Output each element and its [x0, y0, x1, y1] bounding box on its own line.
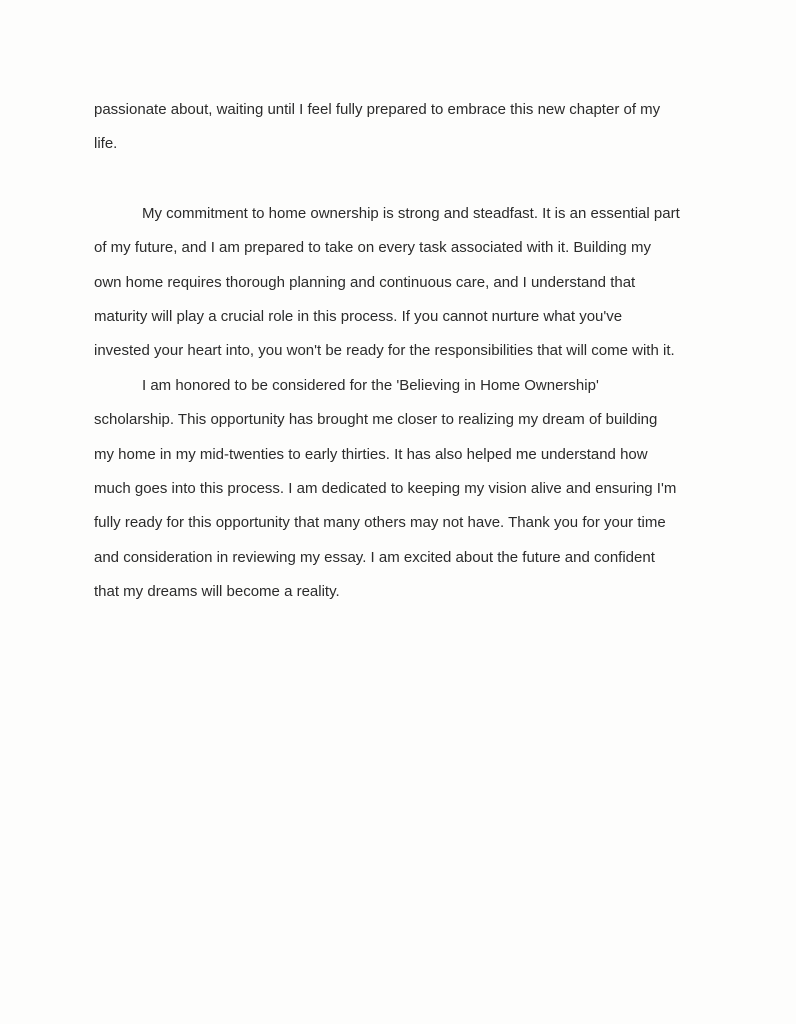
- paragraph-line: much goes into this process. I am dedicated to keeping my vision alive and ensuring I'm: [94, 479, 677, 497]
- paragraph-2: [94, 203, 734, 375]
- paragraph-line: I am honored to be considered for the 'Believing in Home Ownership': [142, 376, 599, 394]
- paragraph-line: of my future, and I am prepared to take on every task associated with it. Building my: [94, 239, 651, 257]
- paragraph-line: passionate about, waiting until I feel fully prepared to embrace this new chapter of my: [94, 101, 661, 118]
- paragraph-line: life.: [94, 135, 118, 153]
- paragraph-line: invested your heart into, you won't be ready for the responsibilities that will come with it.: [94, 342, 675, 360]
- paragraph-1: [94, 99, 734, 168]
- paragraph-line: own home requires thorough planning and continuous care, and I understand that: [94, 273, 636, 291]
- paragraph-spacer: [94, 168, 734, 203]
- paragraph-line: maturity will play a crucial role in this process. If you cannot nurture what you've: [94, 307, 623, 325]
- essay-body: [94, 99, 734, 615]
- paragraph-line: that my dreams will become a reality.: [94, 583, 340, 601]
- paragraph-line: scholarship. This opportunity has brought me closer to realizing my dream of building: [94, 411, 658, 429]
- paragraph-line: fully ready for this opportunity that many others may not have. Thank you for your time: [94, 514, 666, 532]
- paragraph-line: my home in my mid-twenties to early thirties. It has also helped me understand how: [94, 445, 648, 463]
- paragraph-line: My commitment to home ownership is strong and steadfast. It is an essential part: [142, 204, 680, 222]
- paragraph-line: and consideration in reviewing my essay. I am excited about the future and confident: [94, 548, 655, 566]
- paragraph-3: [94, 375, 734, 616]
